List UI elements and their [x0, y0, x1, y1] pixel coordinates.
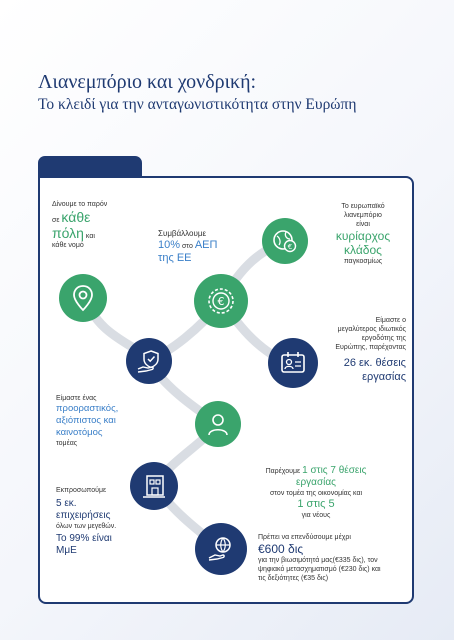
digital-hand-icon — [206, 534, 236, 564]
global-l2: λιανεμπόριο — [344, 212, 382, 219]
sme-big2: επιχειρήσεις — [56, 510, 111, 521]
city-circle — [59, 274, 107, 322]
invest-l1: για την βιωσιμότητά μας(€335 δις), τον — [258, 557, 378, 564]
location-pin-icon — [71, 284, 95, 312]
city-pre: Δίνουμε το παρόν — [52, 201, 108, 208]
progressive-pre: Είμαστε ένας — [56, 395, 97, 402]
progressive-post: τομέας — [56, 440, 78, 447]
title-line-1: Λιανεμπόριο και χονδρική: — [38, 71, 257, 93]
jobs-big2: εργασίας — [296, 477, 336, 488]
global-l1: Το ευρωπαϊκό — [341, 203, 385, 210]
employer-big2: εργασίας — [362, 371, 406, 383]
global-big2: κλάδος — [344, 243, 382, 257]
svg-text:€: € — [217, 295, 225, 308]
id-card-icon — [279, 350, 307, 376]
jobs-mid1: στον τομέα της οικονομίας και — [269, 490, 363, 497]
global-text — [323, 202, 403, 266]
page-title — [38, 70, 356, 115]
sme-big3: Το 99% είναι — [56, 533, 112, 544]
gdp-pre: Συμβάλλουμε — [158, 229, 207, 238]
sme-big1: 5 εκ. — [56, 498, 77, 509]
gdp-mid: στο — [181, 243, 193, 250]
global-big1: κυρίαρχος — [335, 229, 391, 243]
employer-text — [308, 316, 406, 384]
city-text — [52, 200, 132, 250]
jobs-big1: 1 στις 7 θέσεις — [302, 465, 367, 476]
progressive-big2: αξιόπιστος και — [56, 415, 116, 426]
jobs-text — [254, 465, 378, 520]
invest-circle — [195, 523, 247, 575]
globe-euro-icon — [271, 227, 299, 255]
shield-hand-icon — [135, 347, 163, 375]
jobs-big3: 1 στις 5 — [297, 498, 335, 510]
employer-l4: Ευρώπης, παρέχοντας — [335, 344, 406, 351]
invest-l2: ψηφιακό μετασχηματισμό (€230 δις) και — [258, 566, 381, 573]
employer-l1: Είμαστε ο — [375, 317, 406, 324]
gdp-circle — [194, 274, 248, 328]
svg-text:€: € — [287, 243, 293, 251]
gdp-big2: ΑΕΠ — [194, 239, 218, 251]
city-big1: κάθε — [61, 209, 91, 225]
sme-text — [56, 486, 144, 557]
invest-big: €600 δις — [258, 542, 304, 556]
sme-pre: Εκπροσωπούμε — [56, 487, 107, 494]
employer-l2: μεγαλύτερος ιδιωτικός — [337, 326, 406, 333]
progressive-circle — [126, 338, 172, 384]
global-post: παγκοσμίως — [343, 258, 383, 265]
gdp-big: 10% — [158, 239, 181, 251]
city-kai: και — [85, 233, 95, 240]
employer-big1: 26 εκ. θέσεις — [343, 357, 406, 369]
gdp-post: της ΕΕ — [158, 252, 192, 264]
shop-icon — [140, 472, 168, 500]
jobs-pre: Παρέχουμε — [265, 468, 301, 475]
city-post: κάθε νομό — [52, 242, 84, 249]
progressive-text — [56, 394, 166, 448]
person-icon — [205, 411, 231, 437]
progressive-big1: προοραστικός, — [56, 403, 119, 414]
invest-l3: τις δεξιότητες (€35 δις) — [258, 575, 329, 582]
global-l3: είναι — [356, 221, 370, 228]
city-big2: πόλη — [52, 225, 84, 241]
jobs-circle — [195, 401, 241, 447]
invest-pre: Πρέπει να επενδύσουμε μέχρι — [258, 534, 351, 541]
euro-coin-icon — [206, 286, 236, 316]
jobs-post: για νέους — [301, 512, 331, 519]
progressive-big3: καινοτόμος — [56, 427, 103, 438]
global-circle — [262, 218, 308, 264]
sme-mid: όλων των μεγεθών. — [56, 523, 117, 530]
infographic-card — [38, 176, 414, 604]
gdp-text — [158, 228, 248, 265]
employer-l3: εργοδότης της — [361, 335, 406, 342]
title-line-2: Το κλειδί για την ανταγωνιστικότητα στην Ευρώπη — [38, 96, 357, 113]
city-se: σε — [52, 217, 60, 224]
invest-text — [258, 533, 408, 583]
sme-big4: ΜμΕ — [56, 545, 77, 556]
